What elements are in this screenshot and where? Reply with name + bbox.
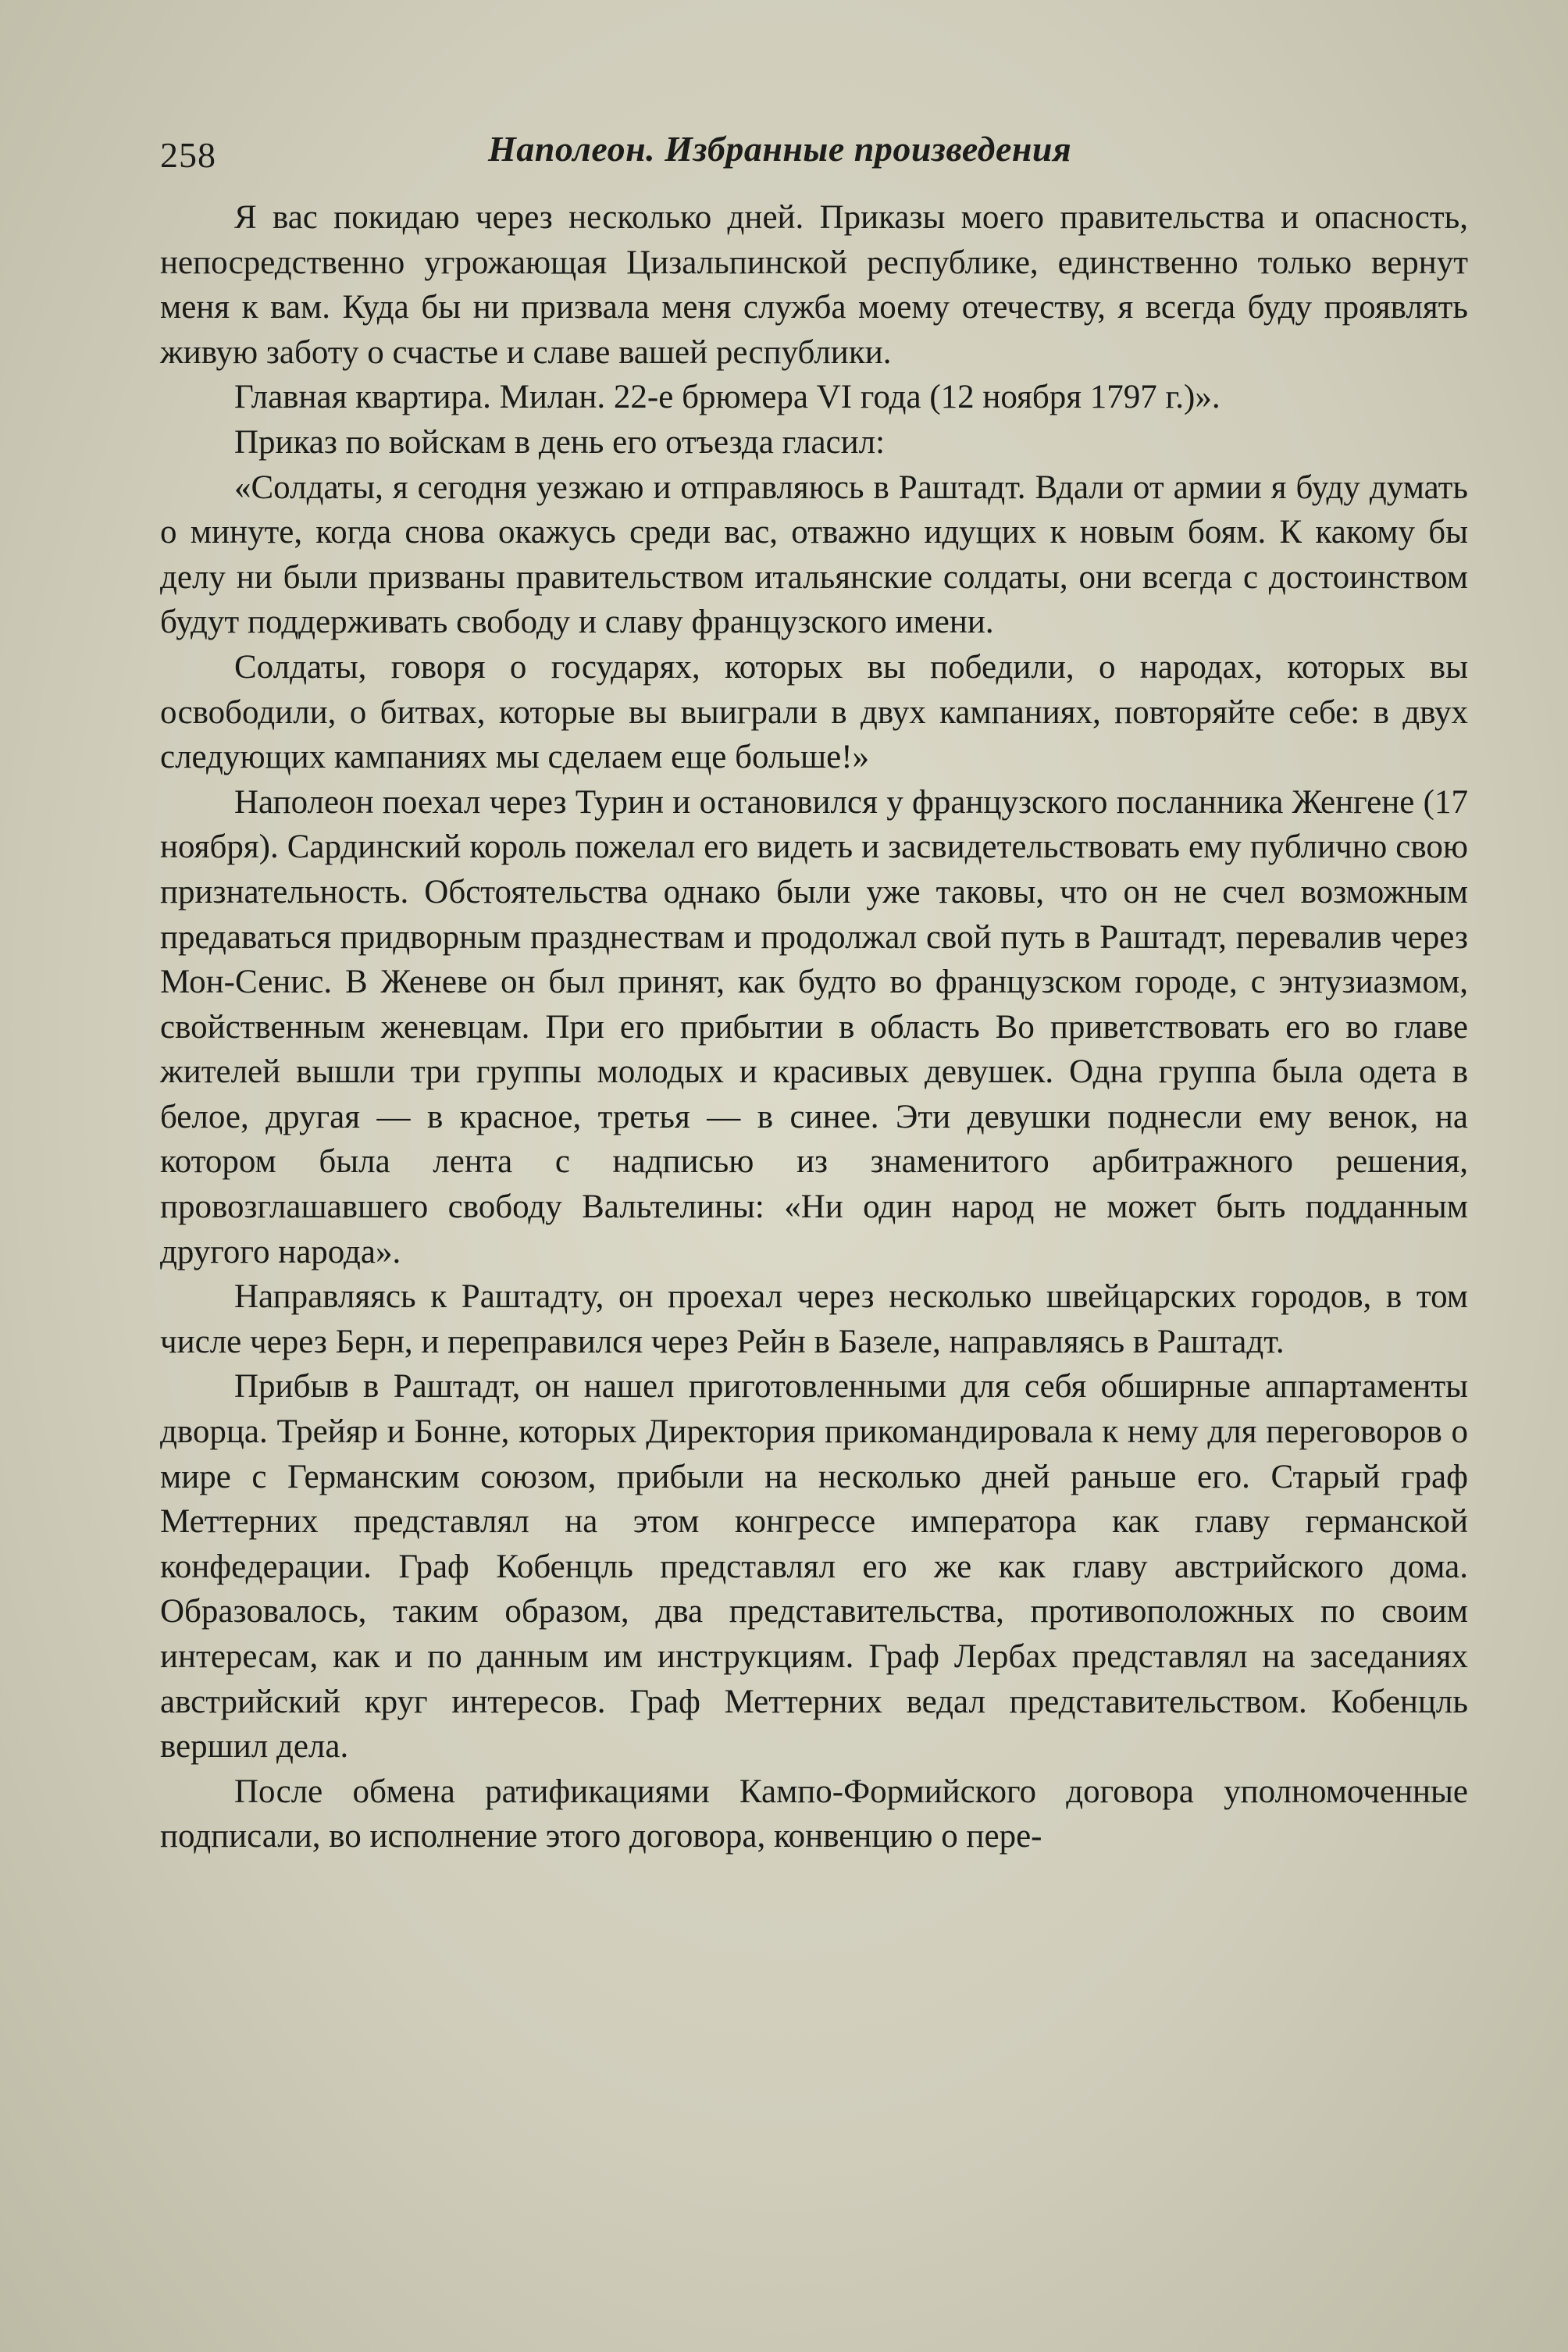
paragraph: Направляясь к Раштадту, он проехал через несколько швейцарских городов, в том числе через Берн, и переправился через Рейн в Базеле, направляясь в Раштадт. bbox=[160, 1278, 1468, 1360]
page-header bbox=[160, 125, 1472, 180]
paragraph: Солдаты, говоря о государях, которых вы победили, о народах, которых вы освободили, о битвах, которые вы выиграли в двух кампаниях, повторяйте себе: в двух следующих кампаниях мы сделаем еще больше!» bbox=[160, 648, 1468, 776]
running-title: Наполеон. Избранные произведения bbox=[488, 129, 1072, 169]
paragraph: Я вас покидаю через несколько дней. Приказы моего правительства и опасность, непосредственно угрожающая Цизальпинской республике, единственно только вернут меня к вам. Куда бы ни призвала меня служба моему отечеству, я всегда буду проявлять живую заботу о счастье и славе вашей республики. bbox=[160, 199, 1468, 371]
paragraph: После обмена ратификациями Кампо-Формийского договора уполномоченные подписали, во исполнение этого договора, конвенцию о пере- bbox=[160, 1773, 1468, 1855]
paragraph: Прибыв в Раштадт, он нашел приготовленными для себя обширные аппартаменты дворца. Трейяр и Бонне, которых Директория прикомандировала к нему для переговоров о мире с Германским союзом, прибыли на несколько дней раньше его. Старый граф Меттерних представлял на этом конгрессе императора как главу германской конфедерации. Граф Кобенцль представлял его же как главу австрийского дома. Образовалось, таким образом, два представительства, противоположных по своим интересам, как и по данным им инструкциям. Граф Лербах представлял на заседаниях австрийский круг интересов. Граф Меттерних ведал представительством. Кобенцль вершил дела. bbox=[160, 1368, 1468, 1766]
paragraph: «Солдаты, я сегодня уезжаю и отправляюсь в Раштадт. Вдали от армии я буду думать о минуте, когда снова окажусь среди вас, отважно идущих к новым боям. К какому бы делу ни были призваны правительством итальянские солдаты, они всегда с достоинством будут поддерживать свободу и славу французского имени. bbox=[160, 469, 1468, 641]
page-number: 258 bbox=[160, 135, 216, 175]
paragraph: Приказ по войскам в день его отъезда гласил: bbox=[234, 423, 886, 461]
body-text bbox=[160, 195, 1468, 1859]
paragraph: Наполеон поехал через Турин и остановился у французского посланника Женгене (17 ноября). Сардинский король пожелал его видеть и засвидетельствовать ему публично свою признательность. Обстоятельства однако были уже таковы, что он не счел возможным предаваться придворным празднествам и продолжал свой путь в Раштадт, перевалив через Мон-Сенис. В Женеве он был принят, как будто во французском городе, с энтузиазмом, свойственным женевцам. При его прибытии в область Во приветствовать его во главе жителей вышли три группы молодых и красивых девушек. Одна группа была одета в белое, другая — в красное, третья — в синее. Эти девушки поднесли ему венок, на котором была лента с надписью из знаменитого арбитражного решения, провозглашавшего свободу Вальтелины: «Ни один народ не может быть подданным другого народа». bbox=[160, 783, 1468, 1270]
paragraph: Главная квартира. Милан. 22-е брюмера VI года (12 ноября 1797 г.)». bbox=[234, 379, 1221, 416]
